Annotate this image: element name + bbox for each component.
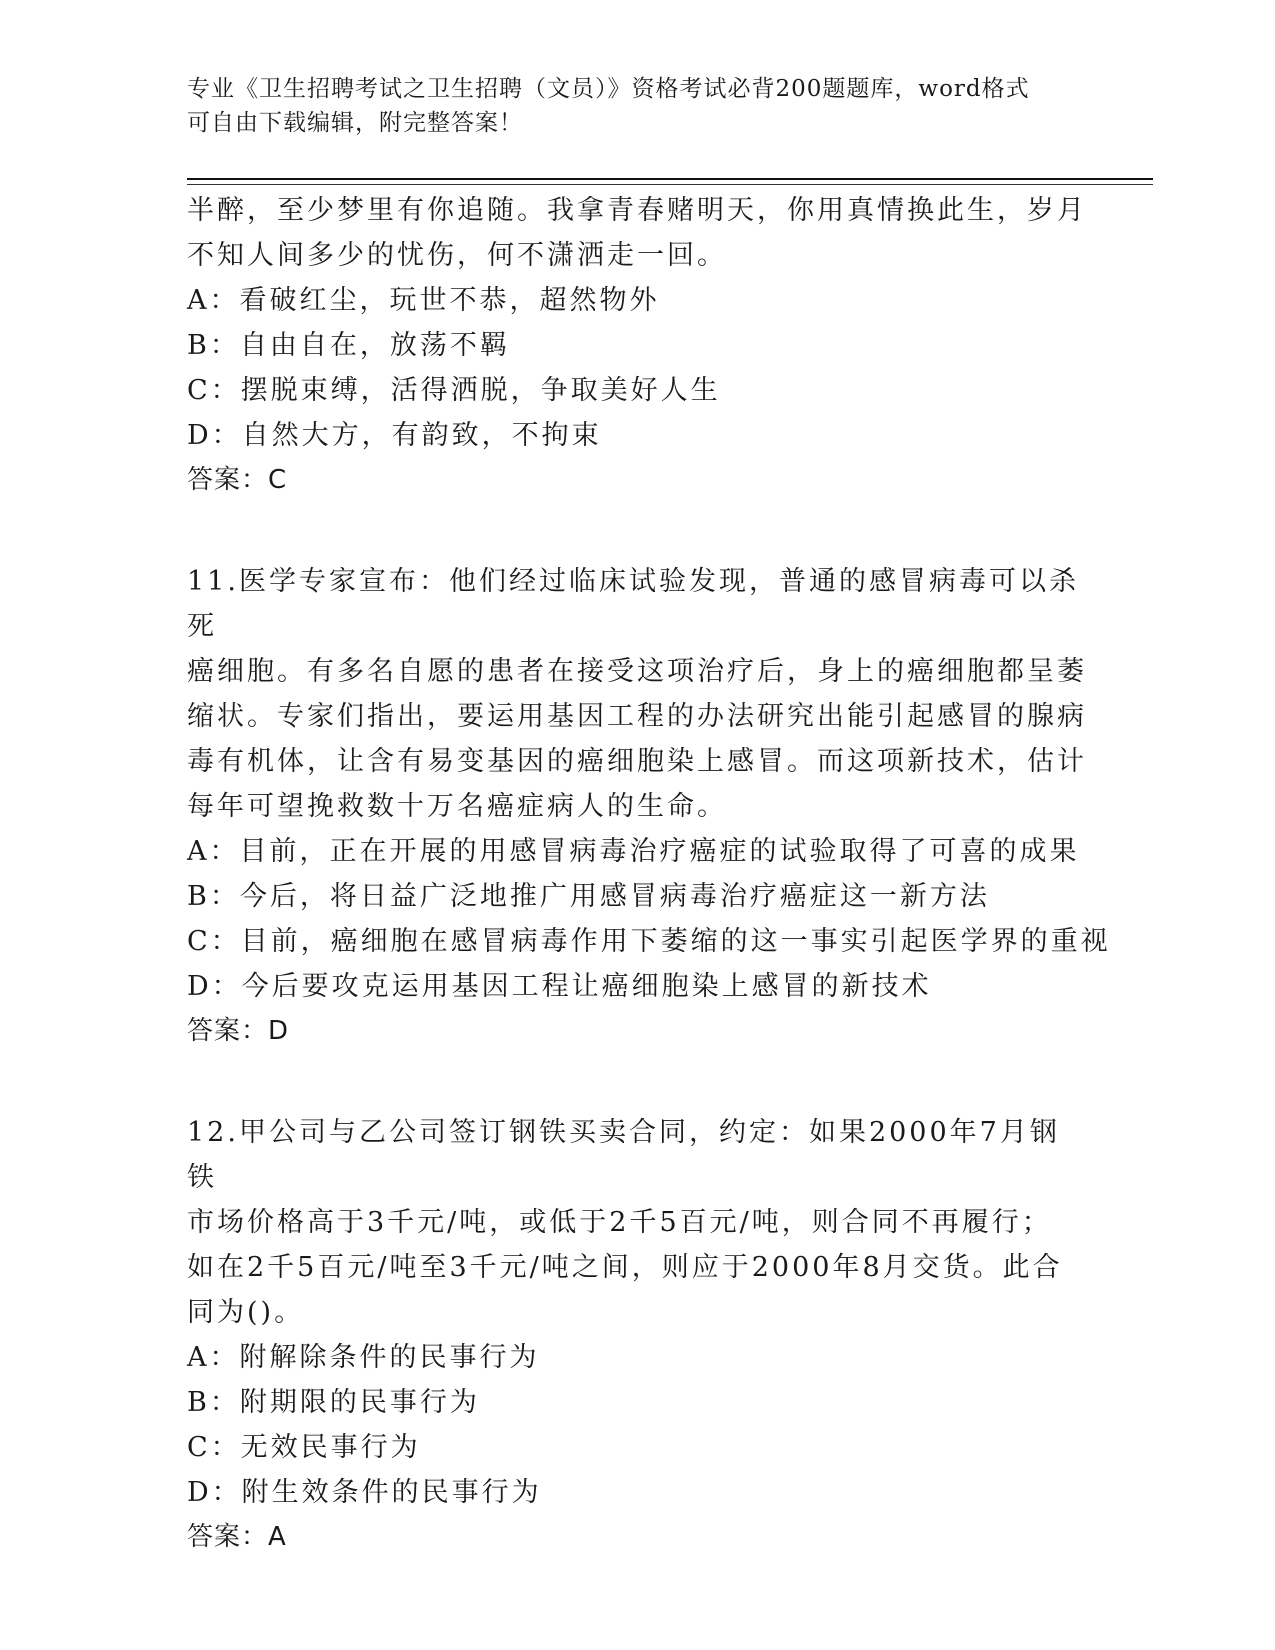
question-text-line: 每年可望挽救数十万名癌症病人的生命。 (187, 791, 727, 822)
option-a: A：附解除条件的民事行为 (187, 1342, 540, 1373)
option-a: A：目前，正在开展的用感冒病毒治疗癌症的试验取得了可喜的成果 (187, 836, 1080, 867)
option-b: B：附期限的民事行为 (187, 1387, 480, 1418)
answer-line: 答案：D (187, 1016, 290, 1046)
question-text-line: 12.甲公司与乙公司签订钢铁买卖合同，约定：如果2000年7月钢铁 (187, 1117, 1060, 1193)
option-b: B：今后，将日益广泛地推广用感冒病毒治疗癌症这一新方法 (187, 881, 990, 912)
question-text-line: 不知人间多少的忧伤，何不潇洒走一回。 (187, 240, 727, 271)
option-d: D：今后要攻克运用基因工程让癌细胞染上感冒的新技术 (187, 971, 932, 1002)
header-divider (187, 178, 1153, 180)
option-a: A：看破红尘，玩世不恭，超然物外 (187, 285, 660, 316)
answer-line: 答案：A (187, 1522, 287, 1552)
question-10-continuation (187, 188, 1087, 503)
question-text-line: 同为()。 (187, 1297, 305, 1328)
question-text-line: 毒有机体，让含有易变基因的癌细胞染上感冒。而这项新技术，估计 (187, 746, 1087, 777)
question-11 (187, 559, 1111, 1054)
page-header (187, 72, 1067, 140)
header-line-2: 可自由下载编辑，附完整答案！ (187, 110, 523, 136)
header-divider-thin (187, 184, 1153, 185)
question-text-line: 市场价格高于3千元/吨，或低于2千5百元/吨，则合同不再履行； (187, 1207, 1052, 1238)
question-text-line: 半醉，至少梦里有你追随。我拿青春赌明天，你用真情换此生，岁月 (187, 195, 1087, 226)
option-b: B：自由自在，放荡不羁 (187, 330, 510, 361)
question-text-line: 11.医学专家宣布：他们经过临床试验发现，普通的感冒病毒可以杀死 (187, 566, 1079, 642)
question-12 (187, 1110, 1087, 1560)
document-body (187, 188, 1111, 1560)
option-c: C：目前，癌细胞在感冒病毒作用下萎缩的这一事实引起医学界的重视 (187, 926, 1111, 957)
header-line-1: 专业《卫生招聘考试之卫生招聘（文员）》资格考试必背200题题库，word格式 (187, 76, 1030, 102)
answer-line: 答案：C (187, 465, 288, 495)
option-c: C：无效民事行为 (187, 1432, 421, 1463)
question-text-line: 缩状。专家们指出，要运用基因工程的办法研究出能引起感冒的腺病 (187, 701, 1087, 732)
option-c: C：摆脱束缚，活得洒脱，争取美好人生 (187, 375, 721, 406)
question-text-line: 癌细胞。有多名自愿的患者在接受这项治疗后，身上的癌细胞都呈萎 (187, 656, 1087, 687)
question-text-line: 如在2千5百元/吨至3千元/吨之间，则应于2000年8月交货。此合 (187, 1252, 1063, 1283)
option-d: D：自然大方，有韵致，不拘束 (187, 420, 602, 451)
option-d: D：附生效条件的民事行为 (187, 1477, 542, 1508)
